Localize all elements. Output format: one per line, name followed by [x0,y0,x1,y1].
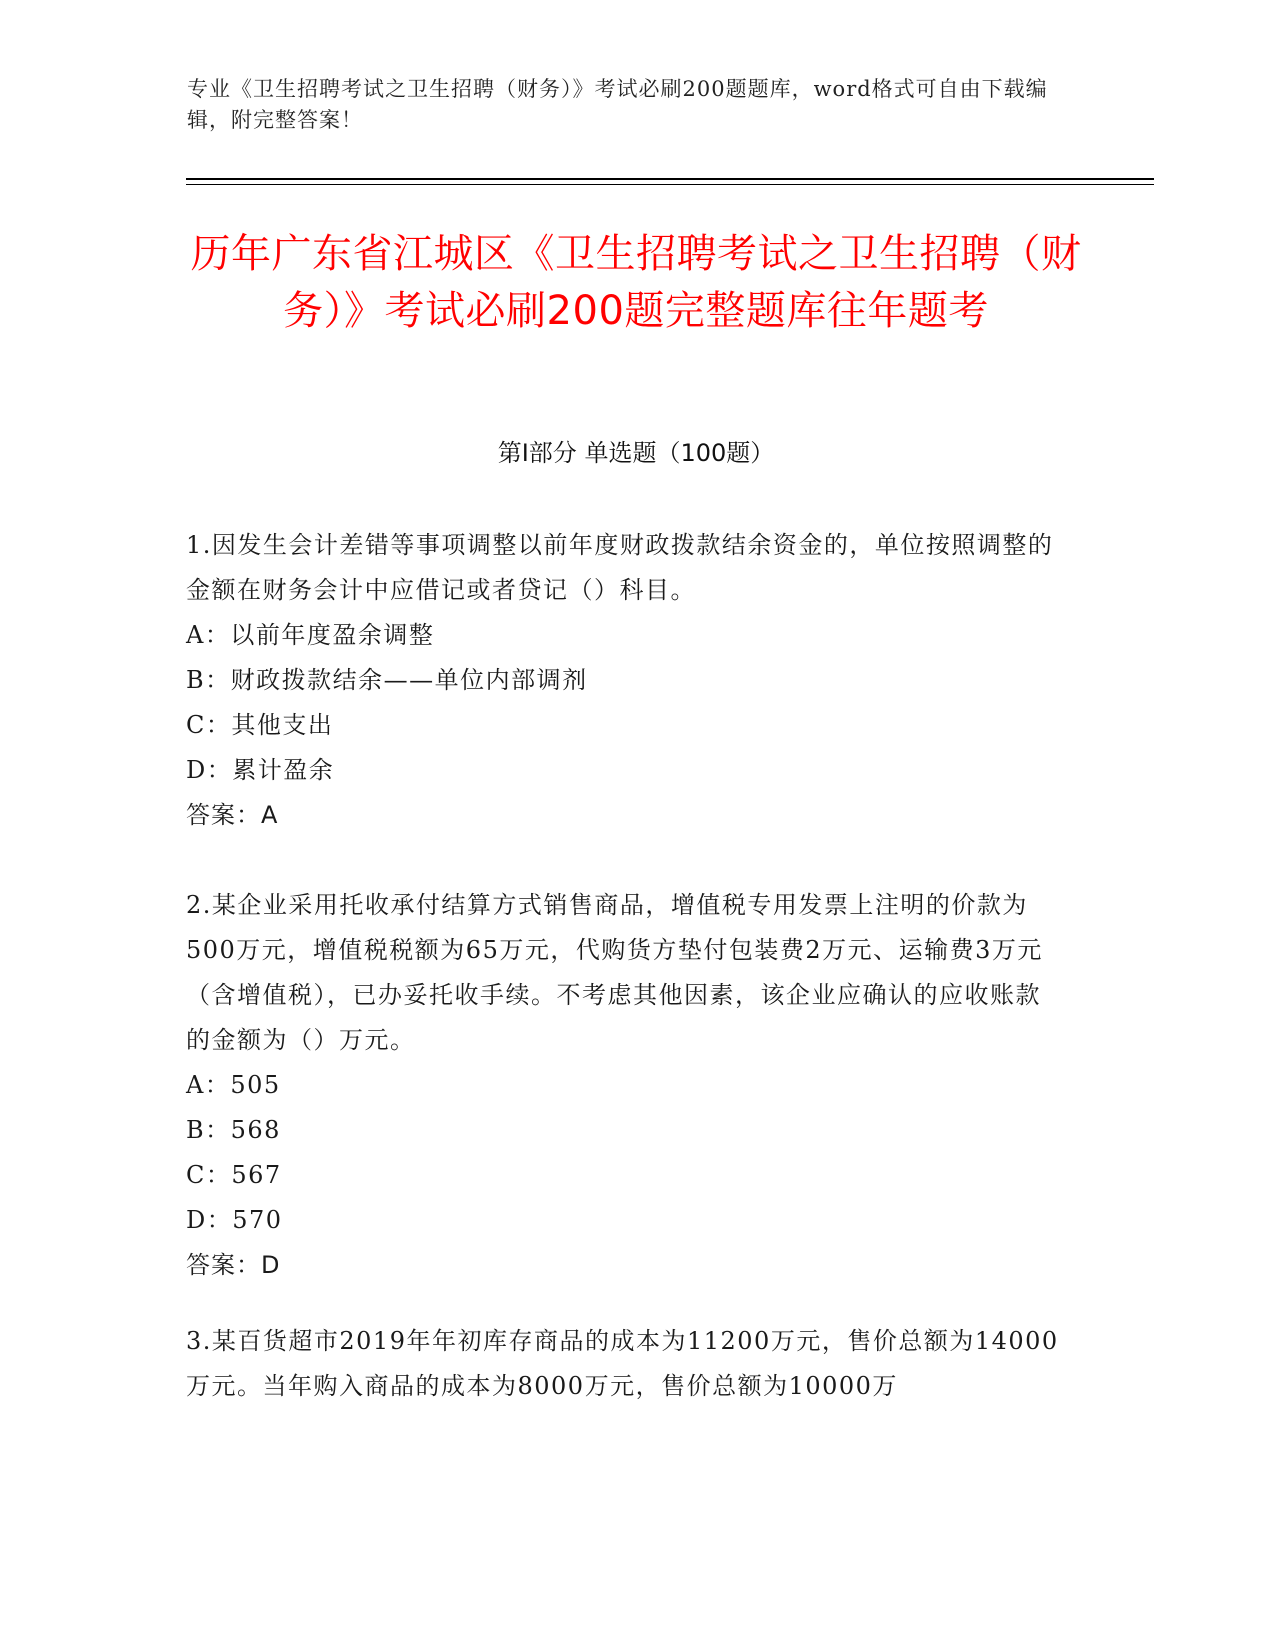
option-a: A：以前年度盈余调整 [186,621,435,649]
question-2 [186,883,1066,1288]
option-c: C：567 [186,1161,282,1189]
question-stem: 2.某企业采用托收承付结算方式销售商品，增值税专用发票上注明的价款为500万元，增值税税额为65万元，代购货方垫付包装费2万元、运输费3万元（含增值税），已办妥托收手续。不考虑其他因素，该企业应确认的应收账款的金额为（）万元。 [186,891,1043,1054]
answer-line: 答案：A [186,801,279,829]
header-divider-thick [186,178,1154,180]
section-title: 第Ⅰ部分 单选题（100题） [497,439,775,467]
option-d: D：570 [186,1206,283,1234]
option-a: A：505 [186,1071,281,1099]
option-d: D：累计盈余 [186,756,335,784]
option-b: B：财政拨款结余——单位内部调剂 [186,666,588,694]
question-stem: 3.某百货超市2019年年初库存商品的成本为11200万元，售价总额为14000万元。当年购入商品的成本为8000万元，售价总额为10000万 [186,1327,1059,1400]
question-3 [186,1319,1066,1409]
option-b: B：568 [186,1116,281,1144]
question-1 [186,523,1066,838]
header-note: 专业《卫生招聘考试之卫生招聘（财务）》考试必刷200题题库，word格式可自由下载编辑，附完整答案！ [187,77,1048,132]
header-divider-thin [186,184,1154,185]
answer-line: 答案：D [186,1251,281,1279]
document-title: 历年广东省江城区《卫生招聘考试之卫生招聘（财务）》考试必刷200题完整题库往年题考 [190,231,1082,334]
question-stem: 1.因发生会计差错等事项调整以前年度财政拨款结余资金的，单位按照调整的金额在财务会计中应借记或者贷记（）科目。 [186,531,1054,604]
option-c: C：其他支出 [186,711,334,739]
